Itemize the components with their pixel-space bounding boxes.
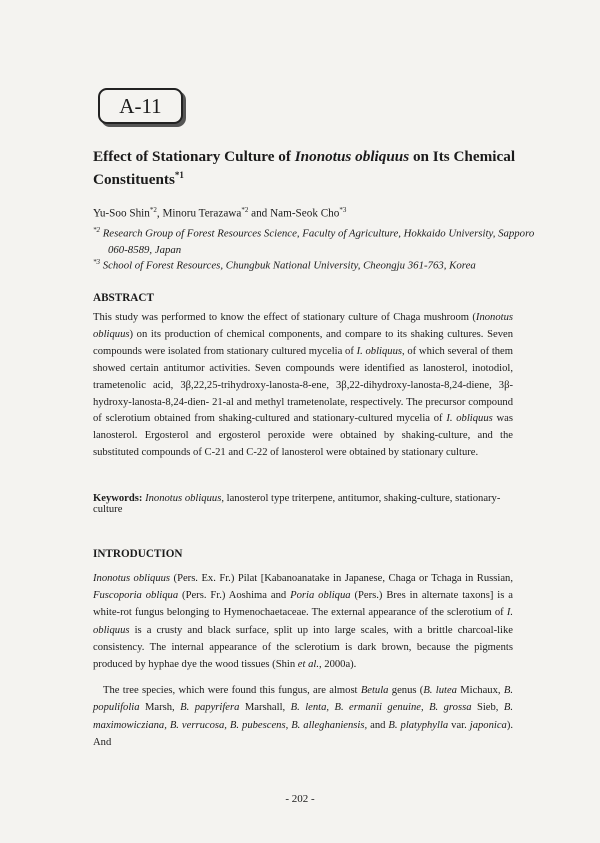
abstract-italic: I. obliquus: [446, 413, 493, 425]
intro-text: Michaux,: [456, 685, 504, 697]
intro-text: genus (: [388, 685, 424, 697]
intro-text: (Pers. Ex. Fr.) Pilat [Kabanoanatake in Japanese, Chaga or Tchaga in Russian,: [170, 573, 513, 584]
intro-paragraph-1: [93, 570, 513, 673]
abstract-body: [93, 310, 513, 462]
intro-italic: Poria obliqua: [290, 590, 351, 602]
keywords-list: , lanosterol type triterpene, antitumor, shaking-culture, stationary-culture: [93, 493, 501, 515]
title-part: on Its Chemical Constituents: [93, 148, 516, 189]
affiliation-line: 060-8589, Japan: [108, 243, 182, 256]
intro-italic: et al.: [297, 659, 319, 671]
title-italic: Inonotus obliquus: [294, 148, 410, 165]
keywords-label: Keywords:: [93, 493, 143, 504]
abstract-heading: ABSTRACT: [93, 292, 154, 304]
author-sup: *2: [149, 206, 157, 214]
intro-italic: B. maximowicziana, B. verrucosa, B. pubescens, B. alleghaniensis,: [93, 702, 514, 731]
intro-text: (Pers. Fr.) Aoshima and: [178, 590, 291, 602]
author: and Nam-Seok Cho: [248, 207, 340, 220]
page-number: - 202 -: [285, 793, 315, 805]
intro-italic: B. papyrifera: [180, 702, 240, 714]
affiliation-1: [93, 222, 543, 258]
intro-italic: B. lenta, B. ermanii genuine, B. grossa: [290, 702, 472, 714]
intro-text: (Pers.) Bres in alternate taxons] is a white-rot fungus belonging to Hymenochaetaceae. The external appearance of the sclerotium of: [93, 590, 513, 619]
introduction-heading: INTRODUCTION: [93, 548, 183, 560]
intro-italic: Fuscoporia obliqua: [93, 590, 179, 602]
intro-text: is a crusty and black surface, split up into large scales, with a brittle charcoal-like consistency. The internal appearance of the sclerotium is dark brown, because the pigments produced by hyphae dye the wood tissues (Shin: [93, 624, 513, 671]
keywords: [93, 493, 523, 515]
author-sup: *2: [241, 206, 249, 214]
introduction-body: [93, 570, 513, 751]
affiliation-line: Research Group of Forest Resources Science, Faculty of Agriculture, Hokkaido University, Sapporo: [102, 227, 535, 240]
paper-code-label: A-11: [98, 88, 183, 124]
abstract-text: , of which several of them showed certain antitumor activities. Seven compounds were identified as lanosterol, inotodiol, trametenolic acid, 3β,22,25-trihydroxy-lanosta-8-ene, 3β,22-dihydroxy-lanosta-8,24-diene, 3β-hydroxy-lanosta-8,24-dien- 21-al and methyl trametenolate, respectively. The precursor compound of sclerotium obtained from shaking-cultured and stationary-cultured mycelia of: [93, 345, 514, 425]
author: , Minoru Terazawa: [156, 207, 242, 220]
author-sup: *3: [339, 206, 347, 214]
paper-title: [93, 147, 553, 189]
author: Yu-Soo Shin: [93, 207, 150, 220]
intro-italic: I. obliquus: [93, 607, 513, 636]
abstract-text: ) on its production of chemical components, and compare to its shaking cultures. Seven compounds were isolated from stationary cultured mycelia of: [93, 328, 513, 357]
title-footnote: *1: [174, 170, 184, 180]
intro-text: and: [367, 719, 389, 731]
intro-text: ). And: [93, 719, 514, 748]
intro-paragraph-2: [93, 682, 513, 751]
abstract-text: was lanosterol. Ergosterol and ergosterol peroxide were obtained by shaking-culture, and the substituted compounds of C-21 and C-22 of lanosterol were obtained by stationary culture.: [93, 413, 514, 459]
abstract-italic: I. obliquus: [356, 345, 403, 357]
intro-italic: B. populifolia: [93, 685, 513, 714]
intro-text: Sieb,: [471, 702, 504, 714]
abstract-text: This study was performed to know the effect of stationary culture of Chaga mushroom (: [93, 312, 476, 323]
intro-italic: B. platyphylla: [388, 719, 449, 731]
intro-italic: japonica: [469, 719, 507, 731]
affiliation-2: [93, 258, 476, 272]
keyword-italic: Inonotus obliquus: [145, 493, 222, 504]
intro-text: Marshall,: [239, 702, 291, 714]
intro-italic: Inonotus obliquus: [93, 573, 171, 584]
affiliation-line: School of Forest Resources, Chungbuk National University, Cheongju 361-763, Korea: [102, 259, 476, 272]
intro-italic: B. lutea: [423, 685, 457, 697]
intro-text: The tree species, which were found this fungus, are almost: [103, 685, 361, 697]
intro-text: var.: [448, 719, 470, 731]
authors: [93, 206, 346, 220]
intro-italic: Betula: [360, 685, 389, 697]
abstract-italic: Inonotus obliquus: [93, 312, 513, 340]
intro-text: Marsh,: [139, 702, 181, 714]
intro-text: , 2000a).: [318, 659, 357, 671]
affiliation-sup: *2: [93, 226, 100, 234]
title-part: Effect of Stationary Culture of: [93, 148, 295, 165]
affiliation-sup: *3: [93, 258, 100, 266]
